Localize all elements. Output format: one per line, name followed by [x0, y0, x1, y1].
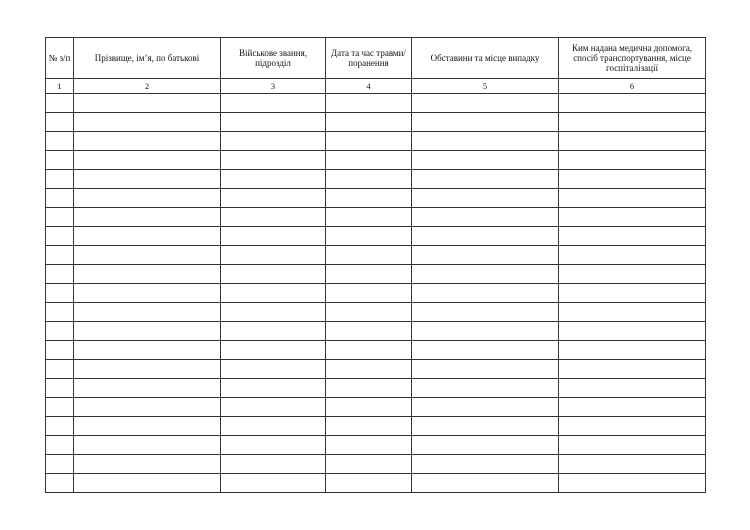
table-cell — [221, 322, 326, 341]
table-cell — [46, 246, 74, 265]
table-cell — [74, 246, 221, 265]
table-cell — [326, 474, 412, 493]
table-cell — [74, 94, 221, 113]
table-cell — [74, 208, 221, 227]
table-cell — [412, 151, 559, 170]
table-cell — [74, 341, 221, 360]
table-cell — [559, 303, 706, 322]
table-cell — [221, 151, 326, 170]
table-cell — [412, 170, 559, 189]
table-cell — [412, 265, 559, 284]
table-cell — [326, 455, 412, 474]
table-cell — [559, 322, 706, 341]
table-cell — [559, 246, 706, 265]
table-row — [46, 322, 706, 341]
table-cell — [74, 417, 221, 436]
table-row — [46, 303, 706, 322]
table-row — [46, 189, 706, 208]
table-cell — [559, 474, 706, 493]
table-cell — [74, 113, 221, 132]
table-cell — [412, 189, 559, 208]
table-cell — [46, 379, 74, 398]
table-row — [46, 151, 706, 170]
header-number: № з/п — [46, 38, 74, 79]
table-row — [46, 398, 706, 417]
table-cell — [46, 94, 74, 113]
table-cell — [559, 455, 706, 474]
table-cell — [326, 265, 412, 284]
table-cell — [412, 379, 559, 398]
table-cell — [412, 113, 559, 132]
table-row — [46, 208, 706, 227]
table-cell — [326, 417, 412, 436]
column-number-row — [46, 79, 706, 94]
table-cell — [74, 151, 221, 170]
table-row — [46, 436, 706, 455]
column-number: 1 — [46, 79, 74, 94]
table-cell — [46, 170, 74, 189]
table-cell — [46, 303, 74, 322]
table-cell — [74, 455, 221, 474]
table-header-row — [46, 38, 706, 79]
table-row — [46, 94, 706, 113]
table-cell — [221, 170, 326, 189]
table-cell — [412, 322, 559, 341]
table-cell — [74, 227, 221, 246]
table-cell — [46, 113, 74, 132]
column-number: 6 — [559, 79, 706, 94]
table-cell — [559, 436, 706, 455]
table-cell — [221, 246, 326, 265]
table-cell — [559, 265, 706, 284]
table-cell — [221, 455, 326, 474]
table-cell — [221, 436, 326, 455]
table-cell — [326, 398, 412, 417]
table-cell — [412, 360, 559, 379]
table-cell — [326, 303, 412, 322]
table-cell — [221, 208, 326, 227]
table-cell — [326, 322, 412, 341]
table-cell — [559, 94, 706, 113]
table-cell — [74, 474, 221, 493]
table-row — [46, 246, 706, 265]
table-row — [46, 341, 706, 360]
table-cell — [412, 417, 559, 436]
injury-register-table — [45, 37, 706, 493]
table-cell — [412, 474, 559, 493]
table-cell — [326, 341, 412, 360]
column-number: 4 — [326, 79, 412, 94]
table-row — [46, 227, 706, 246]
table-cell — [74, 284, 221, 303]
table-cell — [559, 227, 706, 246]
table-cell — [326, 379, 412, 398]
table-cell — [74, 379, 221, 398]
table-cell — [46, 417, 74, 436]
table-cell — [559, 113, 706, 132]
table-row — [46, 379, 706, 398]
table-cell — [221, 94, 326, 113]
table-row — [46, 417, 706, 436]
table-cell — [412, 303, 559, 322]
table-row — [46, 113, 706, 132]
table-body — [46, 94, 706, 493]
table-cell — [221, 284, 326, 303]
table-cell — [326, 189, 412, 208]
header-medical-aid: Ким надана медична допомога, спосіб транспортування, місце госпіталізації — [559, 38, 706, 79]
table-cell — [559, 132, 706, 151]
table-row — [46, 265, 706, 284]
column-number: 2 — [74, 79, 221, 94]
table-cell — [46, 455, 74, 474]
table-cell — [221, 379, 326, 398]
table-cell — [326, 284, 412, 303]
table-cell — [221, 341, 326, 360]
table-cell — [74, 303, 221, 322]
table-cell — [46, 398, 74, 417]
table-cell — [221, 398, 326, 417]
table-cell — [412, 246, 559, 265]
table-cell — [46, 132, 74, 151]
table-cell — [221, 227, 326, 246]
table-cell — [46, 360, 74, 379]
table-cell — [46, 151, 74, 170]
table-cell — [559, 360, 706, 379]
table-cell — [559, 208, 706, 227]
table-cell — [559, 151, 706, 170]
table-cell — [74, 398, 221, 417]
table-cell — [221, 265, 326, 284]
table-cell — [326, 246, 412, 265]
table-cell — [326, 436, 412, 455]
table-row — [46, 474, 706, 493]
table-cell — [412, 455, 559, 474]
table-cell — [326, 170, 412, 189]
table-cell — [559, 341, 706, 360]
table-cell — [46, 227, 74, 246]
table-cell — [412, 94, 559, 113]
header-circumstances: Обставини та місце випадку — [412, 38, 559, 79]
table-cell — [46, 265, 74, 284]
table-cell — [221, 417, 326, 436]
table-row — [46, 170, 706, 189]
table-cell — [46, 341, 74, 360]
table-cell — [46, 436, 74, 455]
table-cell — [46, 208, 74, 227]
table-cell — [412, 208, 559, 227]
table-cell — [412, 227, 559, 246]
table-cell — [46, 474, 74, 493]
column-number: 5 — [412, 79, 559, 94]
table-cell — [326, 94, 412, 113]
table-cell — [559, 379, 706, 398]
table-cell — [221, 189, 326, 208]
table-cell — [326, 360, 412, 379]
table-cell — [559, 417, 706, 436]
table-cell — [412, 341, 559, 360]
table-cell — [412, 132, 559, 151]
table-cell — [412, 398, 559, 417]
table-cell — [326, 151, 412, 170]
table-cell — [46, 322, 74, 341]
table-cell — [559, 284, 706, 303]
table-cell — [326, 227, 412, 246]
column-number: 3 — [221, 79, 326, 94]
table-row — [46, 284, 706, 303]
header-full-name: Прізвище, ім’я, по батькові — [74, 38, 221, 79]
table-cell — [559, 170, 706, 189]
table-cell — [221, 113, 326, 132]
table-row — [46, 360, 706, 379]
header-rank-unit: Військове звання, підрозділ — [221, 38, 326, 79]
table-cell — [326, 208, 412, 227]
table-cell — [74, 322, 221, 341]
table-cell — [74, 170, 221, 189]
table-cell — [74, 436, 221, 455]
table-cell — [74, 265, 221, 284]
table-cell — [74, 132, 221, 151]
table-cell — [559, 398, 706, 417]
table-cell — [221, 360, 326, 379]
table-cell — [46, 189, 74, 208]
table-row — [46, 132, 706, 151]
table-cell — [326, 113, 412, 132]
table-cell — [412, 436, 559, 455]
table-cell — [221, 303, 326, 322]
table-cell — [46, 284, 74, 303]
table-cell — [74, 360, 221, 379]
table-cell — [412, 284, 559, 303]
table-cell — [559, 189, 706, 208]
table-cell — [221, 474, 326, 493]
table-cell — [74, 189, 221, 208]
table-cell — [326, 132, 412, 151]
table-row — [46, 455, 706, 474]
header-date-time: Дата та час травми/поранення — [326, 38, 412, 79]
table-cell — [221, 132, 326, 151]
